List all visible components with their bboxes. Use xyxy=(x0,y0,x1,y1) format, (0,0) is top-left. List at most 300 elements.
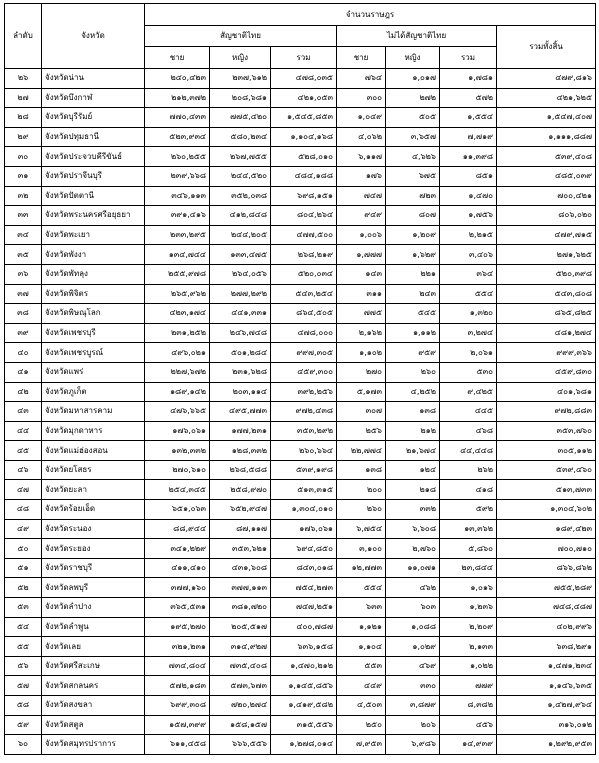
row-non-thai-male: ๓๑๑ xyxy=(337,284,386,304)
row-grand-total: ๓๕๓,๗๖๐ xyxy=(497,421,596,441)
header-non-thai-total: รวม xyxy=(440,47,497,69)
row-province: จังหวัดเพชรบุรี xyxy=(42,323,145,343)
table-row xyxy=(5,323,596,343)
row-seq: ๒๗ xyxy=(5,88,42,108)
table-row xyxy=(5,656,596,676)
row-grand-total: ๗๐๐,๗๑๐ xyxy=(497,539,596,559)
row-non-thai-male: ๗,๙๕๓ xyxy=(337,735,386,755)
row-thai-total: ๕๒๐,๐๓๔ xyxy=(271,264,337,284)
row-thai-male: ๕๒๓,๙๓๔ xyxy=(145,127,210,147)
row-thai-male: ๓๙๑,๔๑๖ xyxy=(145,206,210,226)
row-thai-female: ๔๑๒,๘๔๘ xyxy=(210,206,271,226)
row-thai-total: ๖๙๔,๘๕๐ xyxy=(271,539,337,559)
row-grand-total: ๔๘๑,๒๗๔ xyxy=(497,323,596,343)
row-non-thai-female: ๖,๙๘๖ xyxy=(386,735,440,755)
row-province: จังหวัดปทุมธานี xyxy=(42,127,145,147)
row-non-thai-total: ๑๑,๓๙๘ xyxy=(440,147,497,167)
row-non-thai-total: ๕๗๒ xyxy=(440,88,497,108)
row-non-thai-total: ๑,๔๗๐ xyxy=(440,186,497,206)
row-seq: ๔๓ xyxy=(5,402,42,422)
row-thai-female: ๔๙๕,๗๗๓ xyxy=(210,402,271,422)
table-row xyxy=(5,343,596,363)
row-non-thai-male: ๔,๐๖๒ xyxy=(337,127,386,147)
row-grand-total: ๕๑๓,๗๓๓ xyxy=(497,480,596,500)
row-non-thai-total: ๑,๐๒๒ xyxy=(440,656,497,676)
row-grand-total: ๕๓๙,๔๖๐ xyxy=(497,460,596,480)
table-row xyxy=(5,284,596,304)
row-non-thai-female: ๑,๑๑๒ xyxy=(386,323,440,343)
row-thai-male: ๖๙๙,๓๐๘ xyxy=(145,696,210,716)
row-non-thai-total: ๑,๗๕๖ xyxy=(440,206,497,226)
row-non-thai-male: ๔,๕๐๓ xyxy=(337,696,386,716)
row-province: จังหวัดลพบุรี xyxy=(42,578,145,598)
row-non-thai-total: ๗,๗๑๙ xyxy=(440,127,497,147)
row-non-thai-male: ๗๗๕ xyxy=(337,304,386,324)
row-non-thai-total: ๑,๗๘๑ xyxy=(440,69,497,89)
row-province: จังหวัดลำปาง xyxy=(42,598,145,618)
row-non-thai-male: ๖,๗๕๔ xyxy=(337,519,386,539)
row-non-thai-male: ๒๒,๗๗๔ xyxy=(337,441,386,461)
table-row xyxy=(5,500,596,520)
row-province: จังหวัดน่าน xyxy=(42,69,145,89)
row-seq: ๔๐ xyxy=(5,343,42,363)
row-seq: ๒๖ xyxy=(5,69,42,89)
row-seq: ๕๖ xyxy=(5,656,42,676)
row-thai-female: ๒๖๗,๗๕๕ xyxy=(210,147,271,167)
row-thai-female: ๓๘๑,๗๒๐ xyxy=(210,598,271,618)
row-non-thai-total: ๘,๓๘๒ xyxy=(440,696,497,716)
row-non-thai-male: ๖๓๓ xyxy=(337,598,386,618)
row-province: จังหวัดมหาสารคาม xyxy=(42,402,145,422)
row-province: จังหวัดระนอง xyxy=(42,519,145,539)
row-thai-total: ๔๗๗,๕๐๐ xyxy=(271,225,337,245)
row-thai-female: ๕๐๑,๒๘๔ xyxy=(210,343,271,363)
row-thai-female: ๒๓๑,๖๒๘ xyxy=(210,362,271,382)
row-non-thai-male: ๓๐๗ xyxy=(337,402,386,422)
row-thai-female: ๒๔๔,๕๒๐ xyxy=(210,166,271,186)
row-grand-total: ๑,๕๔๗,๔๐๗ xyxy=(497,108,596,128)
table-row xyxy=(5,617,596,637)
row-thai-total: ๔๗๘,๐๓๕ xyxy=(271,69,337,89)
row-non-thai-total: ๑๓,๓๖๒ xyxy=(440,519,497,539)
row-non-thai-female: ๖๗๕ xyxy=(386,166,440,186)
header-province: จังหวัด xyxy=(42,4,145,69)
table-row xyxy=(5,441,596,461)
row-non-thai-female: ๒๒๑ xyxy=(386,264,440,284)
row-thai-total: ๘๖๔,๕๐๕ xyxy=(271,304,337,324)
row-thai-total: ๓๙๒,๒๕๖ xyxy=(271,382,337,402)
row-province: จังหวัดยโสธร xyxy=(42,460,145,480)
row-thai-total: ๑,๕๔๕,๘๕๓ xyxy=(271,108,337,128)
row-thai-male: ๓๒๑,๒๓๑ xyxy=(145,637,210,657)
row-grand-total: ๑,๑๔๖,๖๓๕ xyxy=(497,676,596,696)
row-thai-total: ๔๕๙,๓๐๐ xyxy=(271,362,337,382)
row-thai-male: ๗๗๐,๔๓๓ xyxy=(145,108,210,128)
row-seq: ๔๒ xyxy=(5,382,42,402)
row-thai-male: ๒๕๕,๙๗๘ xyxy=(145,264,210,284)
row-thai-female: ๘๗,๑๑๗ xyxy=(210,519,271,539)
row-seq: ๔๕ xyxy=(5,441,42,461)
row-thai-total: ๕๒๘,๐๑๐ xyxy=(271,147,337,167)
row-seq: ๕๘ xyxy=(5,696,42,716)
row-thai-female: ๒๔๔,๒๐๕ xyxy=(210,225,271,245)
row-thai-total: ๙๙๗,๓๐๕ xyxy=(271,343,337,363)
row-thai-total: ๔๗๘,๐๐๐ xyxy=(271,323,337,343)
row-seq: ๓๖ xyxy=(5,264,42,284)
row-seq: ๕๑ xyxy=(5,558,42,578)
row-province: จังหวัดพระนครศรีอยุธยา xyxy=(42,206,145,226)
row-non-thai-male: ๑,๐๔๙ xyxy=(337,108,386,128)
row-grand-total: ๔๐๒,๙๙๖ xyxy=(497,617,596,637)
row-province: จังหวัดบึงกาฬ xyxy=(42,88,145,108)
row-non-thai-male: ๑๒,๗๗๓ xyxy=(337,558,386,578)
row-non-thai-female: ๑,๒๐๙ xyxy=(386,225,440,245)
row-non-thai-total: ๕๙๒ xyxy=(440,500,497,520)
row-thai-male: ๒๗๐,๖๑๐ xyxy=(145,460,210,480)
row-province: จังหวัดสงขลา xyxy=(42,696,145,716)
row-seq: ๕๙ xyxy=(5,715,42,735)
row-province: จังหวัดพิจิตร xyxy=(42,284,145,304)
row-non-thai-female: ๒๐๖ xyxy=(386,715,440,735)
row-non-thai-male: ๕๕๓ xyxy=(337,656,386,676)
row-non-thai-total: ๑๔,๙๓๙ xyxy=(440,735,497,755)
table-row xyxy=(5,362,596,382)
row-seq: ๕๕ xyxy=(5,637,42,657)
row-grand-total: ๒๗๑,๖๒๕ xyxy=(497,245,596,265)
row-thai-total: ๗๕๔,๒๗๓ xyxy=(271,578,337,598)
row-thai-total: ๘๐๔,๒๖๔ xyxy=(271,206,337,226)
row-thai-male: ๖๕๑,๐๖๓ xyxy=(145,500,210,520)
row-non-thai-female: ๖,๖๐๘ xyxy=(386,519,440,539)
row-non-thai-total: ๒,๒๑๕ xyxy=(440,225,497,245)
row-thai-total: ๑,๑๐๔,๑๖๘ xyxy=(271,127,337,147)
row-thai-female: ๑๕๘,๑๕๗ xyxy=(210,715,271,735)
row-seq: ๖๐ xyxy=(5,735,42,755)
row-thai-male: ๕๗๒,๑๘๓ xyxy=(145,676,210,696)
row-non-thai-male: ๓๐๐ xyxy=(337,88,386,108)
header-seq: ลำดับ xyxy=(5,4,42,69)
header-thai-male: ชาย xyxy=(145,47,210,69)
row-non-thai-male: ๑,๑๐๒ xyxy=(337,343,386,363)
row-thai-female: ๒๐๕,๕๑๗ xyxy=(210,617,271,637)
header-thai-nationality: สัญชาติไทย xyxy=(145,26,337,47)
row-province: จังหวัดภูเก็ต xyxy=(42,382,145,402)
row-province: จังหวัดร้อยเอ็ด xyxy=(42,500,145,520)
row-non-thai-female: ๕๔๕ xyxy=(386,304,440,324)
table-row xyxy=(5,127,596,147)
table-row xyxy=(5,715,596,735)
row-thai-total: ๒๖๘,๒๑๙ xyxy=(271,245,337,265)
row-non-thai-total: ๘๕๑ xyxy=(440,166,497,186)
row-province: จังหวัดสตูล xyxy=(42,715,145,735)
row-grand-total: ๘๖๖,๘๖๒ xyxy=(497,558,596,578)
row-non-thai-female: ๒๗๒ xyxy=(386,88,440,108)
row-thai-total: ๗๔๗,๒๕๑ xyxy=(271,598,337,618)
table-row xyxy=(5,304,596,324)
row-non-thai-total: ๑,๒๓๖ xyxy=(440,598,497,618)
row-non-thai-male: ๑,๑๒๑ xyxy=(337,617,386,637)
row-thai-female: ๒๗๗,๒๙๒ xyxy=(210,284,271,304)
row-non-thai-male: ๑,๗๗๗ xyxy=(337,245,386,265)
row-seq: ๓๗ xyxy=(5,284,42,304)
table-row xyxy=(5,186,596,206)
row-thai-female: ๓๗๗,๑๑๓ xyxy=(210,578,271,598)
table-row xyxy=(5,480,596,500)
table-row xyxy=(5,166,596,186)
header-non-thai-male: ชาย xyxy=(337,47,386,69)
table-row xyxy=(5,69,596,89)
row-province: จังหวัดปัตตานี xyxy=(42,186,145,206)
header-non-thai-nationality: ไม่ได้สัญชาติไทย xyxy=(337,26,497,47)
row-thai-female: ๕๘๐,๒๓๔ xyxy=(210,127,271,147)
row-non-thai-total: ๗๗๙ xyxy=(440,676,497,696)
row-thai-total: ๒๖๐,๖๖๔ xyxy=(271,441,337,461)
row-grand-total: ๗๕๕,๒๘๙ xyxy=(497,578,596,598)
population-table-sheet xyxy=(4,3,595,755)
row-province: จังหวัดปราจีนบุรี xyxy=(42,166,145,186)
row-thai-male: ๓๔๑,๒๒๙ xyxy=(145,539,210,559)
row-non-thai-male: ๕๕๔ xyxy=(337,578,386,598)
table-row xyxy=(5,735,596,755)
table-row xyxy=(5,578,596,598)
row-province: จังหวัดสกลนคร xyxy=(42,676,145,696)
row-non-thai-female: ๙๕๙ xyxy=(386,343,440,363)
row-non-thai-total: ๑,๐๑๖ xyxy=(440,578,497,598)
row-grand-total: ๔๕๙,๘๓๐ xyxy=(497,362,596,382)
row-grand-total: ๔๒๑,๖๒๕ xyxy=(497,88,596,108)
row-thai-male: ๔๗๖,๖๖๕ xyxy=(145,402,210,422)
row-seq: ๒๙ xyxy=(5,127,42,147)
row-non-thai-total: ๕,๘๖๐ xyxy=(440,539,497,559)
row-non-thai-male: ๑๗๖ xyxy=(337,166,386,186)
row-non-thai-female: ๑,๐๒๙ xyxy=(386,637,440,657)
row-seq: ๔๔ xyxy=(5,421,42,441)
row-grand-total: ๗๐๐,๔๒๑ xyxy=(497,186,596,206)
row-non-thai-female: ๔,๖๒๖ xyxy=(386,147,440,167)
row-thai-total: ๑,๑๔๕,๘๕๖ xyxy=(271,676,337,696)
row-province: จังหวัดประจวบคีรีขันธ์ xyxy=(42,147,145,167)
row-thai-male: ๒๑๒,๓๗๒ xyxy=(145,88,210,108)
row-thai-total: ๑,๔๑๙,๕๘๒ xyxy=(271,696,337,716)
row-thai-total: ๔๘๔,๑๘๘ xyxy=(271,166,337,186)
row-thai-total: ๕๓๙,๑๙๘ xyxy=(271,460,337,480)
row-province: จังหวัดพัทลุง xyxy=(42,264,145,284)
row-thai-total: ๖๓๖,๑๕๘ xyxy=(271,637,337,657)
row-non-thai-female: ๘๐๗ xyxy=(386,206,440,226)
row-thai-total: ๑,๔๗๐,๒๑๒ xyxy=(271,656,337,676)
table-row xyxy=(5,637,596,657)
row-thai-female: ๖๕๒,๙๔๗ xyxy=(210,500,271,520)
header-grand-total: รวมทั้งสิ้น xyxy=(497,26,596,69)
row-non-thai-female: ๑๒๔ xyxy=(386,460,440,480)
row-thai-total: ๕๔๓,๒๕๔ xyxy=(271,284,337,304)
row-non-thai-total: ๕๓๐ xyxy=(440,362,497,382)
row-thai-male: ๒๔๐,๔๒๓ xyxy=(145,69,210,89)
row-thai-male: ๑๘๙,๑๔๒ xyxy=(145,382,210,402)
row-non-thai-male: ๒๖๐ xyxy=(337,500,386,520)
row-non-thai-female: ๔,๒๕๒ xyxy=(386,382,440,402)
row-thai-male: ๑๕๗,๓๙๙ xyxy=(145,715,210,735)
row-grand-total: ๑,๓๐๔,๖๐๒ xyxy=(497,500,596,520)
row-thai-male: ๔๑๑,๔๑๐ xyxy=(145,558,210,578)
row-seq: ๓๓ xyxy=(5,206,42,226)
row-non-thai-male: ๒๗๐ xyxy=(337,362,386,382)
header-thai-total: รวม xyxy=(271,47,337,69)
row-seq: ๓๙ xyxy=(5,323,42,343)
row-thai-male: ๖๑๑,๔๕๘ xyxy=(145,735,210,755)
row-non-thai-total: ๔๑๘ xyxy=(440,480,497,500)
row-non-thai-total: ๔๔๕ xyxy=(440,402,497,422)
row-non-thai-female: ๗๒๓ xyxy=(386,186,440,206)
row-grand-total: ๖๓๘,๒๙๑ xyxy=(497,637,596,657)
row-non-thai-female: ๓๓๐ xyxy=(386,676,440,696)
table-row xyxy=(5,206,596,226)
row-grand-total: ๙๙๙,๓๖๖ xyxy=(497,343,596,363)
row-non-thai-female: ๑๑,๐๗๑ xyxy=(386,558,440,578)
table-row xyxy=(5,225,596,245)
row-province: จังหวัดพังงา xyxy=(42,245,145,265)
row-seq: ๕๔ xyxy=(5,617,42,637)
row-non-thai-male: ๑,๑๐๔ xyxy=(337,637,386,657)
row-thai-female: ๓๕๓,๖๒๑ xyxy=(210,539,271,559)
row-non-thai-male: ๗๔๗ xyxy=(337,186,386,206)
row-thai-female: ๔๔๑,๓๓๑ xyxy=(210,304,271,324)
row-grand-total: ๔๗๙,๗๑๕ xyxy=(497,225,596,245)
row-thai-total: ๘๔๓,๐๑๘ xyxy=(271,558,337,578)
row-grand-total: ๔๘๕,๐๓๙ xyxy=(497,166,596,186)
row-thai-total: ๑,๓๐๔,๐๑๐ xyxy=(271,500,337,520)
row-grand-total: ๑,๑๑๑,๘๘๗ xyxy=(497,127,596,147)
row-non-thai-female: ๑๓๘ xyxy=(386,402,440,422)
row-thai-female: ๒๐๘,๖๘๑ xyxy=(210,88,271,108)
table-row xyxy=(5,382,596,402)
row-thai-female: ๒๐๓,๑๑๔ xyxy=(210,382,271,402)
row-non-thai-male: ๔๔๙ xyxy=(337,676,386,696)
row-non-thai-total: ๔๖๘ xyxy=(440,421,497,441)
row-thai-male: ๓๖๕,๕๓๑ xyxy=(145,598,210,618)
row-non-thai-total: ๒,๑๓๓ xyxy=(440,637,497,657)
row-non-thai-total: ๒๓,๘๔๔ xyxy=(440,558,497,578)
row-province: จังหวัดระยอง xyxy=(42,539,145,559)
row-thai-female: ๓๑๔,๙๒๗ xyxy=(210,637,271,657)
row-province: จังหวัดแพร่ xyxy=(42,362,145,382)
row-non-thai-female: ๓๓๒ xyxy=(386,500,440,520)
row-non-thai-female: ๓,๘๗๙ xyxy=(386,696,440,716)
row-thai-female: ๒๔๖,๗๔๘ xyxy=(210,323,271,343)
row-seq: ๕๓ xyxy=(5,598,42,618)
row-grand-total: ๙๗๒,๘๘๓ xyxy=(497,402,596,422)
row-non-thai-total: ๓๖๔ xyxy=(440,264,497,284)
row-thai-total: ๖๙๘,๑๕๑ xyxy=(271,186,337,206)
row-non-thai-male: ๓,๑๐๐ xyxy=(337,539,386,559)
row-non-thai-male: ๒,๑๖๒ xyxy=(337,323,386,343)
row-seq: ๓๘ xyxy=(5,304,42,324)
table-row xyxy=(5,147,596,167)
row-thai-male: ๒๖๐,๒๕๕ xyxy=(145,147,210,167)
table-row xyxy=(5,598,596,618)
row-seq: ๓๔ xyxy=(5,225,42,245)
row-seq: ๕๐ xyxy=(5,539,42,559)
header-population: จำนวนราษฎร xyxy=(145,4,596,26)
row-seq: ๔๑ xyxy=(5,362,42,382)
row-non-thai-male: ๑๔๓ xyxy=(337,264,386,284)
row-non-thai-female: ๒๔๓ xyxy=(386,284,440,304)
table-row xyxy=(5,519,596,539)
row-thai-female: ๒๕๘,๙๗๐ xyxy=(210,480,271,500)
row-province: จังหวัดเลย xyxy=(42,637,145,657)
row-non-thai-female: ๕๐๕ xyxy=(386,108,440,128)
row-non-thai-female: ๒,๗๖๐ xyxy=(386,539,440,559)
row-non-thai-female: ๑,๐๑๗ xyxy=(386,69,440,89)
row-non-thai-female: ๒๑๘ xyxy=(386,480,440,500)
row-thai-total: ๓๕๓,๒๙๒ xyxy=(271,421,337,441)
row-non-thai-female: ๔๖๒ xyxy=(386,578,440,598)
table-row xyxy=(5,108,596,128)
row-grand-total: ๗๔๘,๔๘๗ xyxy=(497,598,596,618)
row-non-thai-total: ๒,๒๐๙ xyxy=(440,617,497,637)
row-thai-male: ๒๖๕,๙๖๒ xyxy=(145,284,210,304)
row-non-thai-male: ๕,๑๗๓ xyxy=(337,382,386,402)
row-thai-female: ๗๗๕,๔๒๐ xyxy=(210,108,271,128)
row-thai-male: ๒๓๑,๒๕๒ xyxy=(145,323,210,343)
table-row xyxy=(5,402,596,422)
population-table xyxy=(4,3,596,755)
row-thai-male: ๔๙๖,๐๒๑ xyxy=(145,343,210,363)
header-non-thai-female: หญิง xyxy=(386,47,440,69)
table-row xyxy=(5,245,596,265)
row-non-thai-male: ๖,๑๑๗ xyxy=(337,147,386,167)
row-thai-male: ๒๓๓,๒๙๕ xyxy=(145,225,210,245)
row-non-thai-total: ๕๕๔ xyxy=(440,284,497,304)
row-thai-male: ๓๔๖,๑๑๓ xyxy=(145,186,210,206)
row-province: จังหวัดศรีสะเกษ xyxy=(42,656,145,676)
row-non-thai-female: ๑,๐๘๘ xyxy=(386,617,440,637)
row-non-thai-total: ๑,๕๕๔ xyxy=(440,108,497,128)
row-grand-total: ๕๒๐,๓๙๘ xyxy=(497,264,596,284)
row-province: จังหวัดยะลา xyxy=(42,480,145,500)
row-non-thai-total: ๙,๔๒๕ xyxy=(440,382,497,402)
row-non-thai-male: ๒๕๖ xyxy=(337,421,386,441)
population-table-body xyxy=(5,69,596,755)
table-row xyxy=(5,88,596,108)
row-non-thai-total: ๓,๔๐๖ xyxy=(440,245,497,265)
row-non-thai-male: ๑๓๘ xyxy=(337,460,386,480)
row-seq: ๓๕ xyxy=(5,245,42,265)
row-non-thai-female: ๑,๖๒๙ xyxy=(386,245,440,265)
row-thai-total: ๑,๒๗๘,๐๑๔ xyxy=(271,735,337,755)
table-row xyxy=(5,539,596,559)
row-non-thai-total: ๒๖๒ xyxy=(440,460,497,480)
row-seq: ๒๘ xyxy=(5,108,42,128)
row-grand-total: ๕๔๓,๘๐๘ xyxy=(497,284,596,304)
row-grand-total: ๑,๔๗๑,๒๓๔ xyxy=(497,656,596,676)
row-non-thai-total: ๑,๓๒๐ xyxy=(440,304,497,324)
row-thai-total: ๑๗๖,๐๖๑ xyxy=(271,519,337,539)
row-non-thai-male: ๒๕๐ xyxy=(337,715,386,735)
row-thai-male: ๑๓๒,๓๓๒ xyxy=(145,441,210,461)
row-thai-total: ๔๐๐,๗๘๗ xyxy=(271,617,337,637)
row-thai-female: ๗๓๕,๔๐๘ xyxy=(210,656,271,676)
row-seq: ๔๖ xyxy=(5,460,42,480)
row-grand-total: ๓๑๖,๐๑๒ xyxy=(497,715,596,735)
row-thai-female: ๒๖๔,๐๕๖ xyxy=(210,264,271,284)
row-non-thai-male: ๒๐๐ xyxy=(337,480,386,500)
row-thai-male: ๓๗๗,๑๖๐ xyxy=(145,578,210,598)
row-thai-male: ๒๓๙,๖๖๘ xyxy=(145,166,210,186)
row-thai-female: ๗๒๐,๒๗๔ xyxy=(210,696,271,716)
row-thai-total: ๓๑๕,๕๕๖ xyxy=(271,715,337,735)
header-thai-female: หญิง xyxy=(210,47,271,69)
